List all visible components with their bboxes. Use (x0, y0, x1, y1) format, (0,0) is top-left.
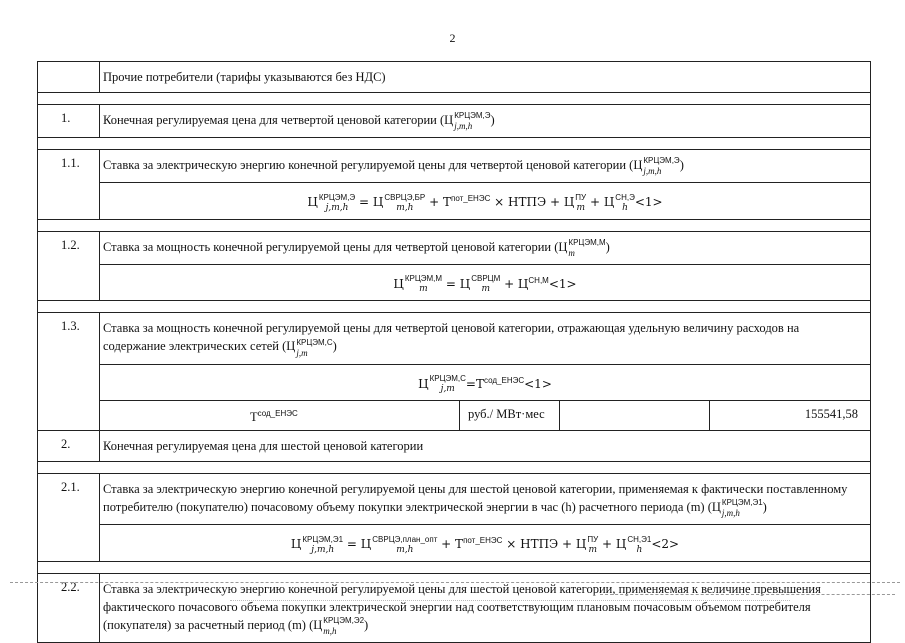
row-number: 1.2. (38, 232, 100, 301)
page-number: 2 (449, 31, 456, 45)
row-number: 2.2. (38, 574, 100, 642)
row-text: Конечная регулируемая цена для шестой ценовой категории (103, 439, 424, 454)
table-row (38, 573, 870, 643)
row-number: 2.1. (38, 474, 100, 561)
value-unit: руб./ МВт·мес (460, 401, 560, 430)
value-name: $Т^{сод\_ЕНЭС}$ (100, 401, 460, 430)
formula: Ц КРЦЭМ,М m = Ц СВРЦМ m + $Ц^{СН,М}<1>$ (100, 264, 870, 301)
row-text: Ставка за электрическую энергию конечной регулируемой цены для шестой ценовой категории, применяемая к величине превышения фактического почасового объема покупки электрической энергии над соответствующим плановым почасовым объемом потребителя (покупателя) за расчетный период (m) (Ц КРЦЭМ,Э2 m,h ) (103, 581, 821, 636)
table-row (38, 149, 870, 219)
value-empty (560, 401, 710, 430)
page-edge-dashes (10, 582, 900, 583)
formula: Ц КРЦЭМ,Э j,m,h = Ц СВРЦЭ,БР m,h + $Т^{пот\_ЕНЭС}$ × НТПЭ + Ц ПУ m + Ц СН,Э h <1> (100, 182, 870, 219)
row-text: Ставка за электрическую энергию конечной регулируемой цены для шестой ценовой категории, применяемая к фактически поставленному потребителю (покупателю) почасовому объему покупки электрической энергии в час (h) расчетного периода (m) (Ц КРЦЭМ,Э1 j,m,h ) (103, 482, 848, 519)
row-text: Ставка за электрическую энергию конечной регулируемой цены для четвертой ценовой категории (Ц КРЦЭМ,Э j,m,h ) (103, 156, 684, 177)
row-number: 1.3. (38, 313, 100, 430)
value-amount: 155541,58 (804, 407, 858, 421)
row-text: Ставка за мощность конечной регулируемой цены для четвертой ценовой категории (Ц КРЦЭМ,М m ) (103, 237, 610, 258)
table-row (38, 104, 870, 137)
page-edge-dashes (600, 594, 895, 595)
table-row (38, 430, 870, 461)
table-row (38, 61, 870, 92)
row-text: Конечная регулируемая цена для четвертой ценовой категории (Ц КРЦЭМ,Э j,m,h ) (103, 111, 495, 132)
scan-noise (230, 600, 790, 601)
row-text: Прочие потребители (тарифы указываются без НДС) (103, 70, 386, 84)
row-number: 1. (38, 105, 100, 137)
row-text: Ставка за мощность конечной регулируемой цены для четвертой ценовой категории, отражающая удельную величину расходов на содержание электрических сетей (Ц КРЦЭМ,С j,m ) (103, 321, 800, 358)
row-number (38, 62, 100, 92)
table-row (38, 312, 870, 430)
table-row (38, 473, 870, 561)
value-row (100, 400, 870, 430)
row-number: 2. (38, 431, 100, 461)
table-row (38, 231, 870, 301)
row-number: 1.1. (38, 150, 100, 219)
tariff-table (37, 61, 871, 643)
formula: Ц КРЦЭМ,С j,m $=Т^{сод\_ЕНЭС}<1>$ (100, 364, 870, 401)
formula: Ц КРЦЭМ,Э1 j,m,h = Ц СВРЦЭ,план_опт m,h + $Т^{пот\_ЕНЭС}$ × НТПЭ + Ц ПУ m + Ц СН,Э1 h <2> (100, 524, 870, 561)
